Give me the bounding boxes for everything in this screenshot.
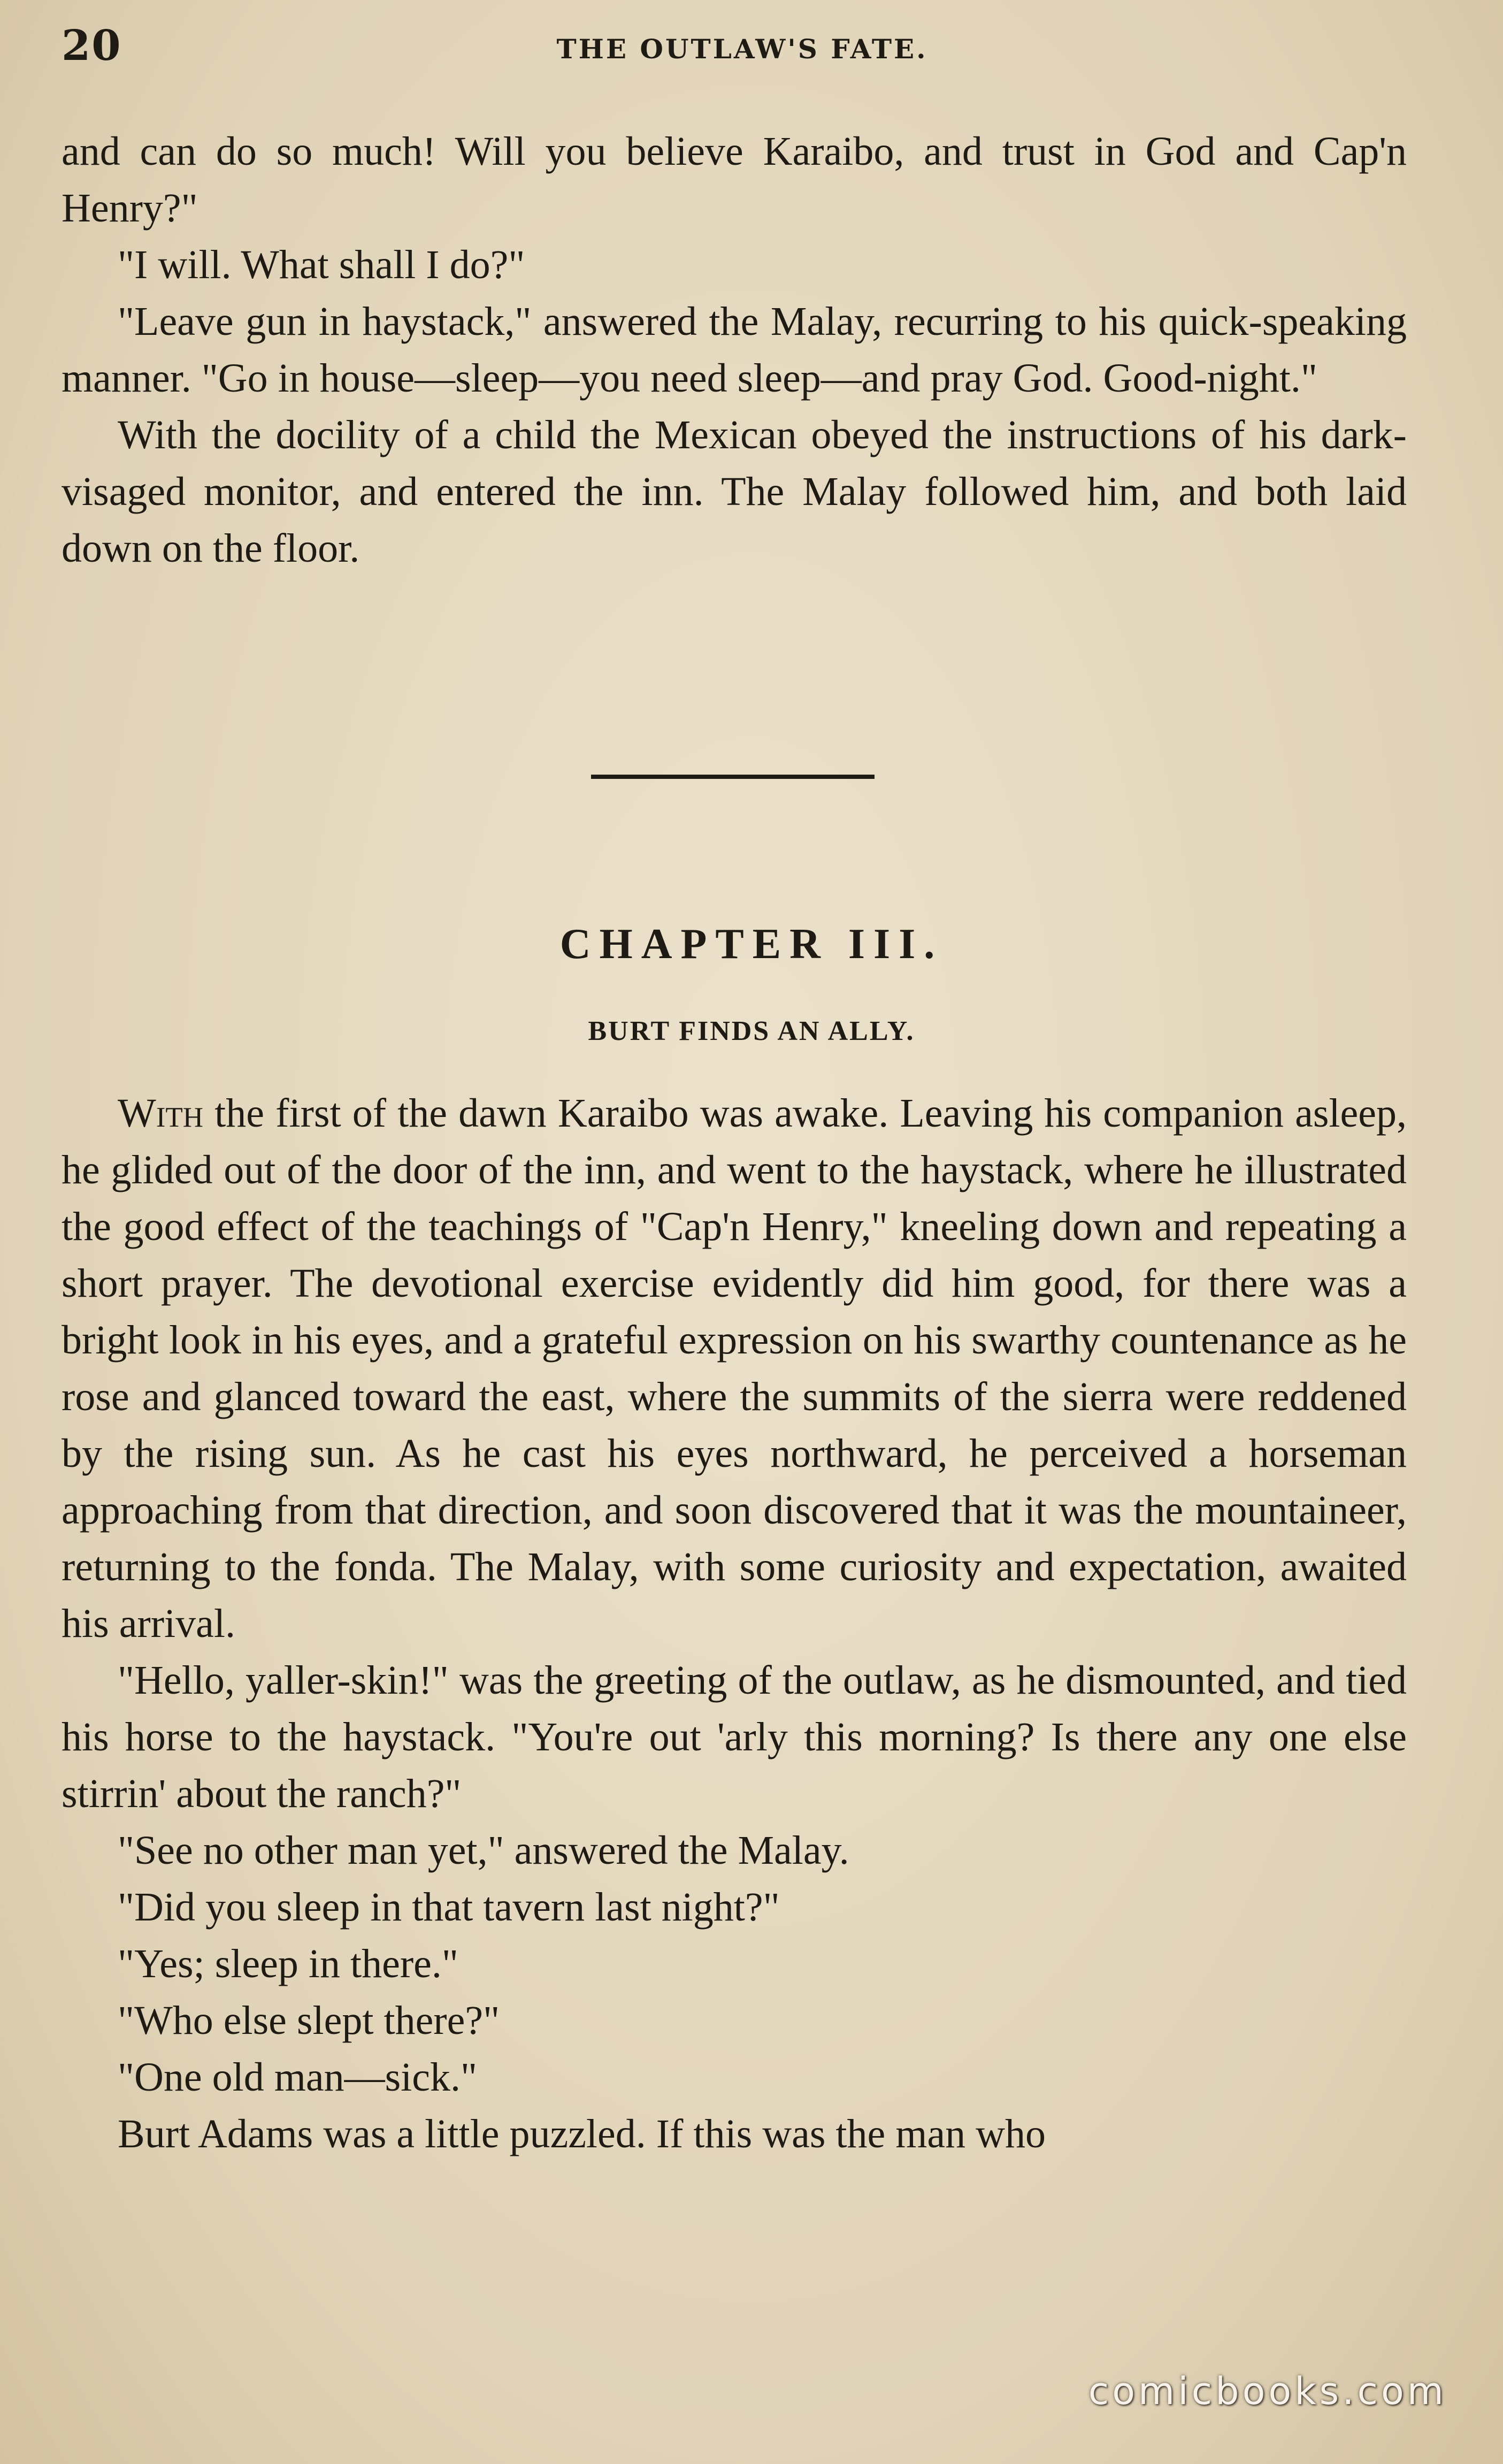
chapter-title: CHAPTER III. bbox=[559, 921, 944, 968]
page-number: 20 bbox=[62, 21, 122, 70]
paragraph: "See no other man yet," answered the Malay. bbox=[118, 1828, 849, 1873]
watermark: comicbooks.com bbox=[1088, 2369, 1447, 2413]
running-title: THE OUTLAW'S FATE. bbox=[556, 33, 928, 65]
text-block-chapter bbox=[62, 1085, 1407, 2162]
paragraph: and can do so much! Will you believe Karaibo, and trust in God and Cap'n Henry?" bbox=[62, 129, 1407, 231]
opening-text: the first of the dawn Karaibo was awake. Leaving his companion asleep, he glided out of the door of the inn, and went to the haystack, where he illustrated the good effect of the teachings of "Cap'n Henry," kneeling down and repeating a short prayer. The devotional exercise evidently did him good, for there was a bright look in his eyes, and a grateful expression on his swarthy countenance as he rose and glanced toward the east, where the summits of the sierra were reddened by the rising sun. As he cast his eyes northward, he perceived a horseman approaching from that direction, and soon discovered that it was the mountaineer, returning to the fonda. The Malay, with some curiosity and expectation, awaited his arrival. bbox=[62, 1091, 1407, 1646]
paragraph: "One old man—sick." bbox=[118, 2055, 478, 2100]
paragraph: "Did you sleep in that tavern last night?" bbox=[118, 1885, 780, 1930]
opening-word: With bbox=[118, 1091, 204, 1136]
text-block-top bbox=[62, 123, 1407, 577]
running-head bbox=[62, 21, 1423, 80]
paragraph: "I will. What shall I do?" bbox=[118, 242, 525, 287]
paragraph: Burt Adams was a little puzzled. If this was the man who bbox=[118, 2111, 1046, 2156]
opening-paragraph bbox=[62, 1085, 1407, 1652]
paragraph: "Yes; sleep in there." bbox=[118, 1941, 458, 1986]
paragraph: "Who else slept there?" bbox=[118, 1998, 500, 2043]
chapter-subtitle: BURT FINDS AN ALLY. bbox=[588, 1016, 915, 1046]
section-divider bbox=[591, 775, 875, 779]
paragraph: "Leave gun in haystack," answered the Malay, recurring to his quick-speaking manner. "Go in house—sleep—you need sleep—and pray God. Good-night." bbox=[62, 299, 1407, 401]
paragraph: With the docility of a child the Mexican obeyed the instructions of his dark-visaged monitor, and entered the inn. The Malay followed him, and both laid down on the floor. bbox=[62, 412, 1407, 571]
paragraph: "Hello, yaller-skin!" was the greeting of the outlaw, as he dismounted, and tied his horse to the haystack. "You're out 'arly this morning? Is there any one else stirrin' about the ranch?" bbox=[62, 1658, 1407, 1816]
